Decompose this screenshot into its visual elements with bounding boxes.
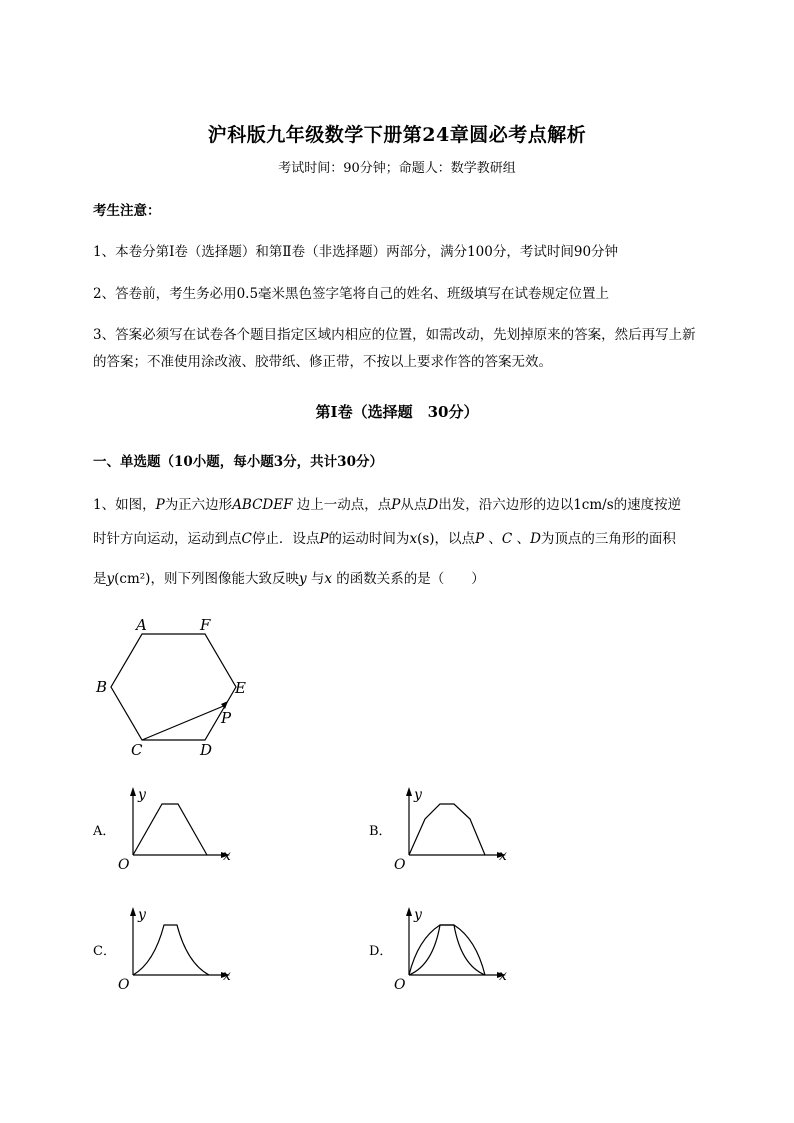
notice-item-1: 1、本卷分第I卷（选择题）和第Ⅱ卷（非选择题）两部分，满分100分，考试时间90分钟 [93,244,619,260]
exam-info: 考试时间：90分钟；命题人：数学教研组 [278,161,516,176]
y-axis-arrow [406,787,412,796]
question-1-line-3: 是y(cm²)，则下列图像能大致反映y 与x 的函数关系的是（ ） [93,571,485,587]
origin-label: O [118,857,130,873]
y-axis-arrow [130,787,136,796]
hexagon-figure [90,612,270,762]
option-d-label[interactable]: D． [369,944,393,959]
y-axis-label: y [138,787,146,803]
hexagon-shape [111,634,236,740]
section-title: 一、单选题（10小题，每小题3分，共计30分） [93,454,383,470]
vertex-b-label: B [96,678,108,696]
y-axis-label: y [138,907,146,923]
vertex-e-label: E [235,679,246,697]
x-axis-label: x [499,968,507,984]
part1-title: 第I卷（选择题 30分） [315,403,479,421]
y-axis-label: y [414,907,422,923]
option-b-graph[interactable] [388,785,518,875]
vertex-c-label: C [131,741,143,759]
y-axis-arrow [130,907,136,916]
notice-item-3: 3、答案必须写在试卷各个题目指定区域内相应的位置，如需改动，先划掉原来的答案，然后再写上新 [93,327,696,343]
option-c-label[interactable]: C． [93,944,116,959]
vertex-d-label: D [200,741,213,759]
vertex-a-label: A [136,616,147,634]
option-d-graph[interactable] [388,905,518,995]
option-c-graph[interactable] [112,905,242,995]
graph-curve [133,804,207,855]
question-1-line-1: 1、如图，P为正六边形ABCDEF 边上一动点，点P从点D出发，沿六边形的边以1cm/s的速度按逆 [93,497,682,513]
y-axis-label: y [414,787,422,803]
graph-curve-1 [409,925,485,975]
segment-cp [142,705,226,740]
x-axis-label: x [223,968,231,984]
notice-item-2: 2、答卷前，考生务必用0.5毫米黑色签字笔将自己的姓名、班级填写在试卷规定位置上 [93,286,610,302]
notice-heading: 考生注意： [93,203,161,219]
point-p-label: P [221,709,232,727]
origin-label: O [118,977,130,993]
option-a-graph[interactable] [112,785,242,875]
notice-item-3-cont: 的答案；不准使用涂改液、胶带纸、修正带，不按以上要求作答的答案无效。 [93,354,552,370]
x-axis-label: x [499,848,507,864]
graph-curve [409,804,485,855]
origin-label: O [394,977,406,993]
page-title: 沪科版九年级数学下册第24章圆必考点解析 [207,124,587,146]
y-axis-arrow [406,907,412,916]
option-b-label[interactable]: B． [369,824,392,839]
x-axis-label: x [223,848,231,864]
graph-curve [133,925,209,975]
option-a-label[interactable]: A． [93,824,116,839]
vertex-f-label: F [200,616,211,634]
arrow-head [221,701,228,709]
question-1-line-2: 时针方向运动，运动到点C停止．设点P的运动时间为x(s)，以点P 、C 、D为顶点的三角形的面积 [93,531,676,547]
origin-label: O [394,857,406,873]
